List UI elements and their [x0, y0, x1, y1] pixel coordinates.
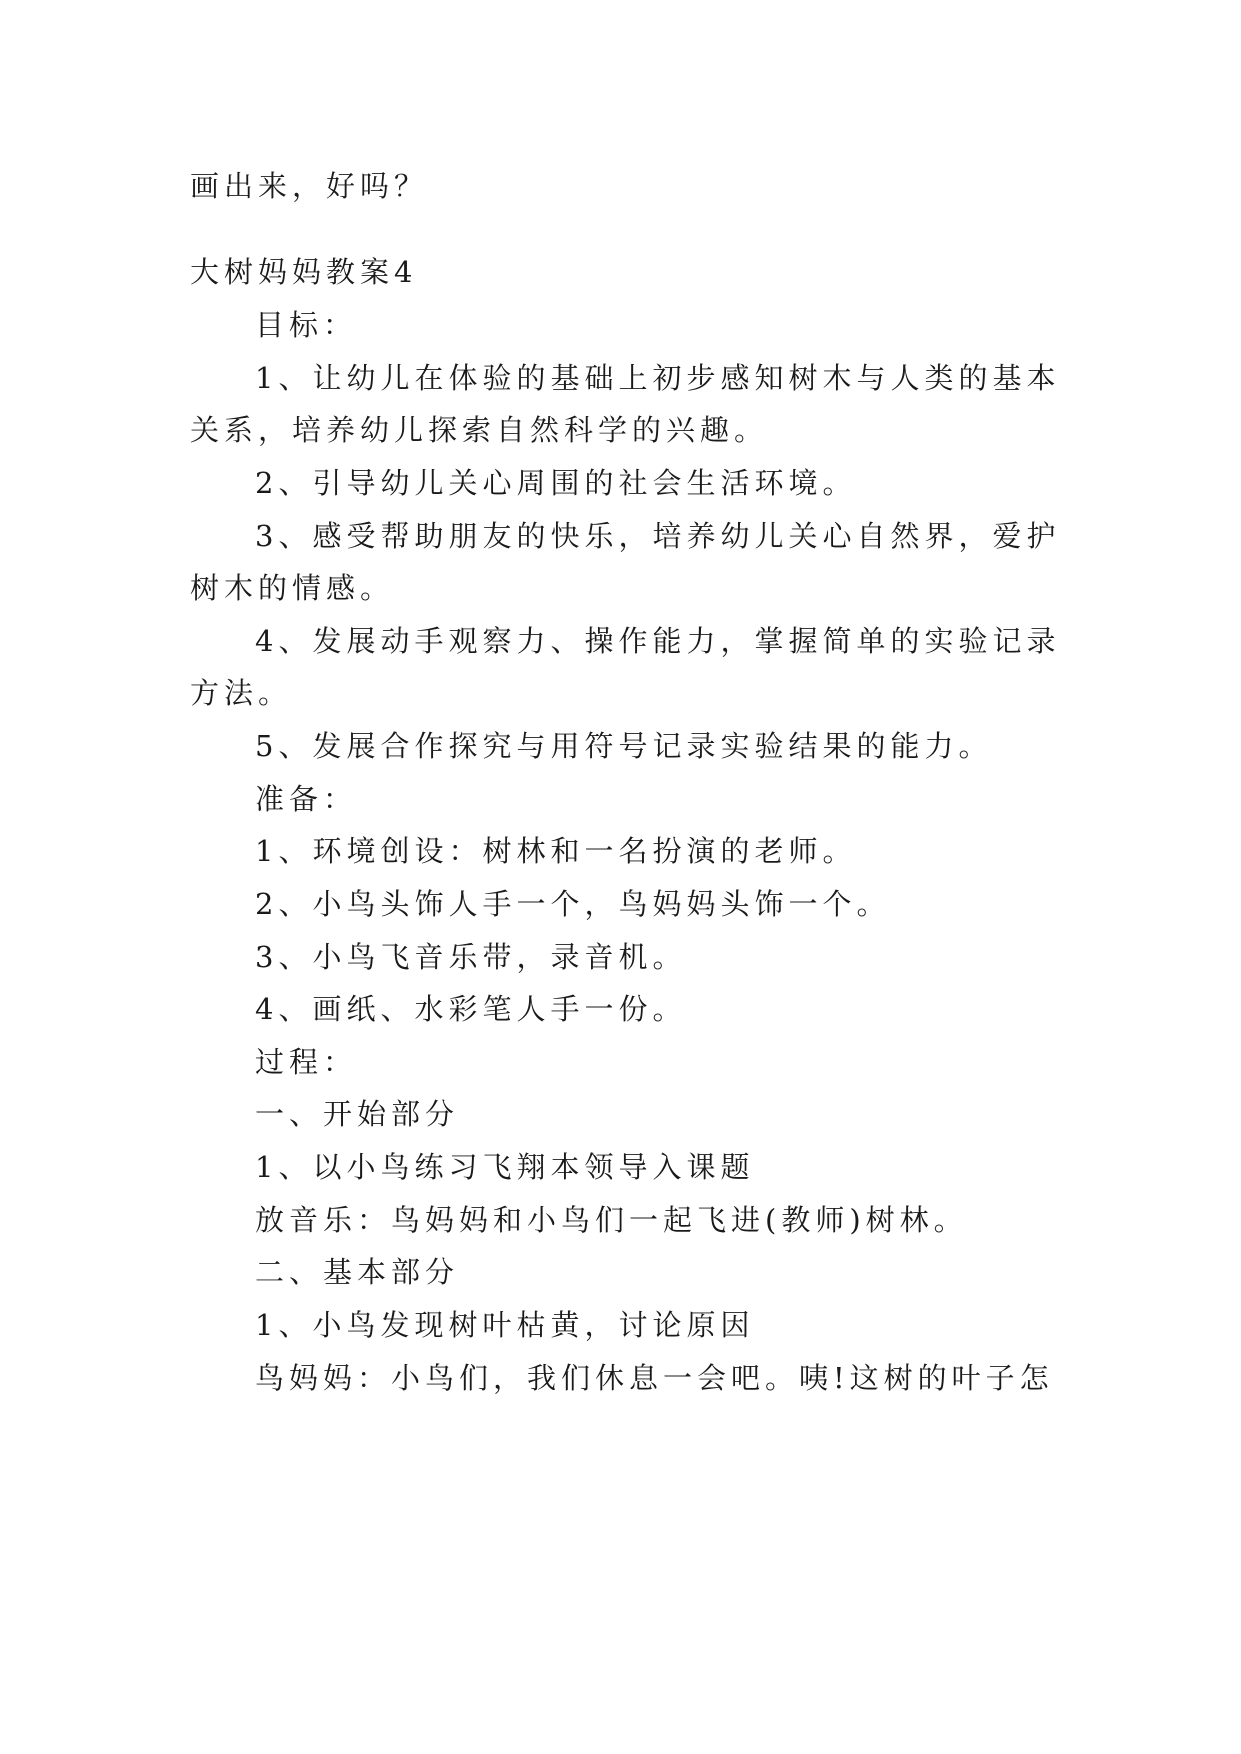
- heading-goals: 目标：: [255, 308, 358, 342]
- text-line: 5、发展合作探究与用符号记录实验结果的能力。: [255, 729, 993, 763]
- subheading: 一、开始部分: [255, 1097, 460, 1131]
- text-line: 画出来，好吗？: [190, 169, 429, 203]
- text-line: 1、让幼儿在体验的基础上初步感知树木与人类的基本: [255, 361, 1061, 395]
- text-line: 2、引导幼儿关心周围的社会生活环境。: [255, 466, 857, 500]
- text-line: 放音乐：鸟妈妈和小鸟们一起飞进(教师)树林。: [255, 1203, 968, 1237]
- subheading: 二、基本部分: [255, 1255, 460, 1289]
- text-line: 4、发展动手观察力、操作能力，掌握简单的实验记录: [255, 624, 1061, 658]
- text-line: 3、小鸟飞音乐带，录音机。: [255, 940, 687, 974]
- heading-preparation: 准备：: [255, 782, 358, 816]
- section-title: 大树妈妈教案4: [190, 255, 418, 289]
- text-line: 1、环境创设：树林和一名扮演的老师。: [255, 834, 857, 868]
- text-line: 3、感受帮助朋友的快乐，培养幼儿关心自然界，爱护: [255, 519, 1061, 553]
- text-line: 方法。: [190, 676, 293, 710]
- heading-process: 过程：: [255, 1045, 358, 1079]
- text-line: 1、以小鸟练习飞翔本领导入课题: [255, 1150, 755, 1184]
- text-line: 4、画纸、水彩笔人手一份。: [255, 992, 687, 1026]
- text-line: 2、小鸟头饰人手一个，鸟妈妈头饰一个。: [255, 887, 891, 921]
- text-line: 1、小鸟发现树叶枯黄，讨论原因: [255, 1308, 755, 1342]
- text-line: 树木的情感。: [190, 571, 395, 605]
- text-line: 鸟妈妈：小鸟们，我们休息一会吧。咦!这树的叶子怎: [255, 1361, 1054, 1395]
- text-line: 关系，培养幼儿探索自然科学的兴趣。: [190, 413, 769, 447]
